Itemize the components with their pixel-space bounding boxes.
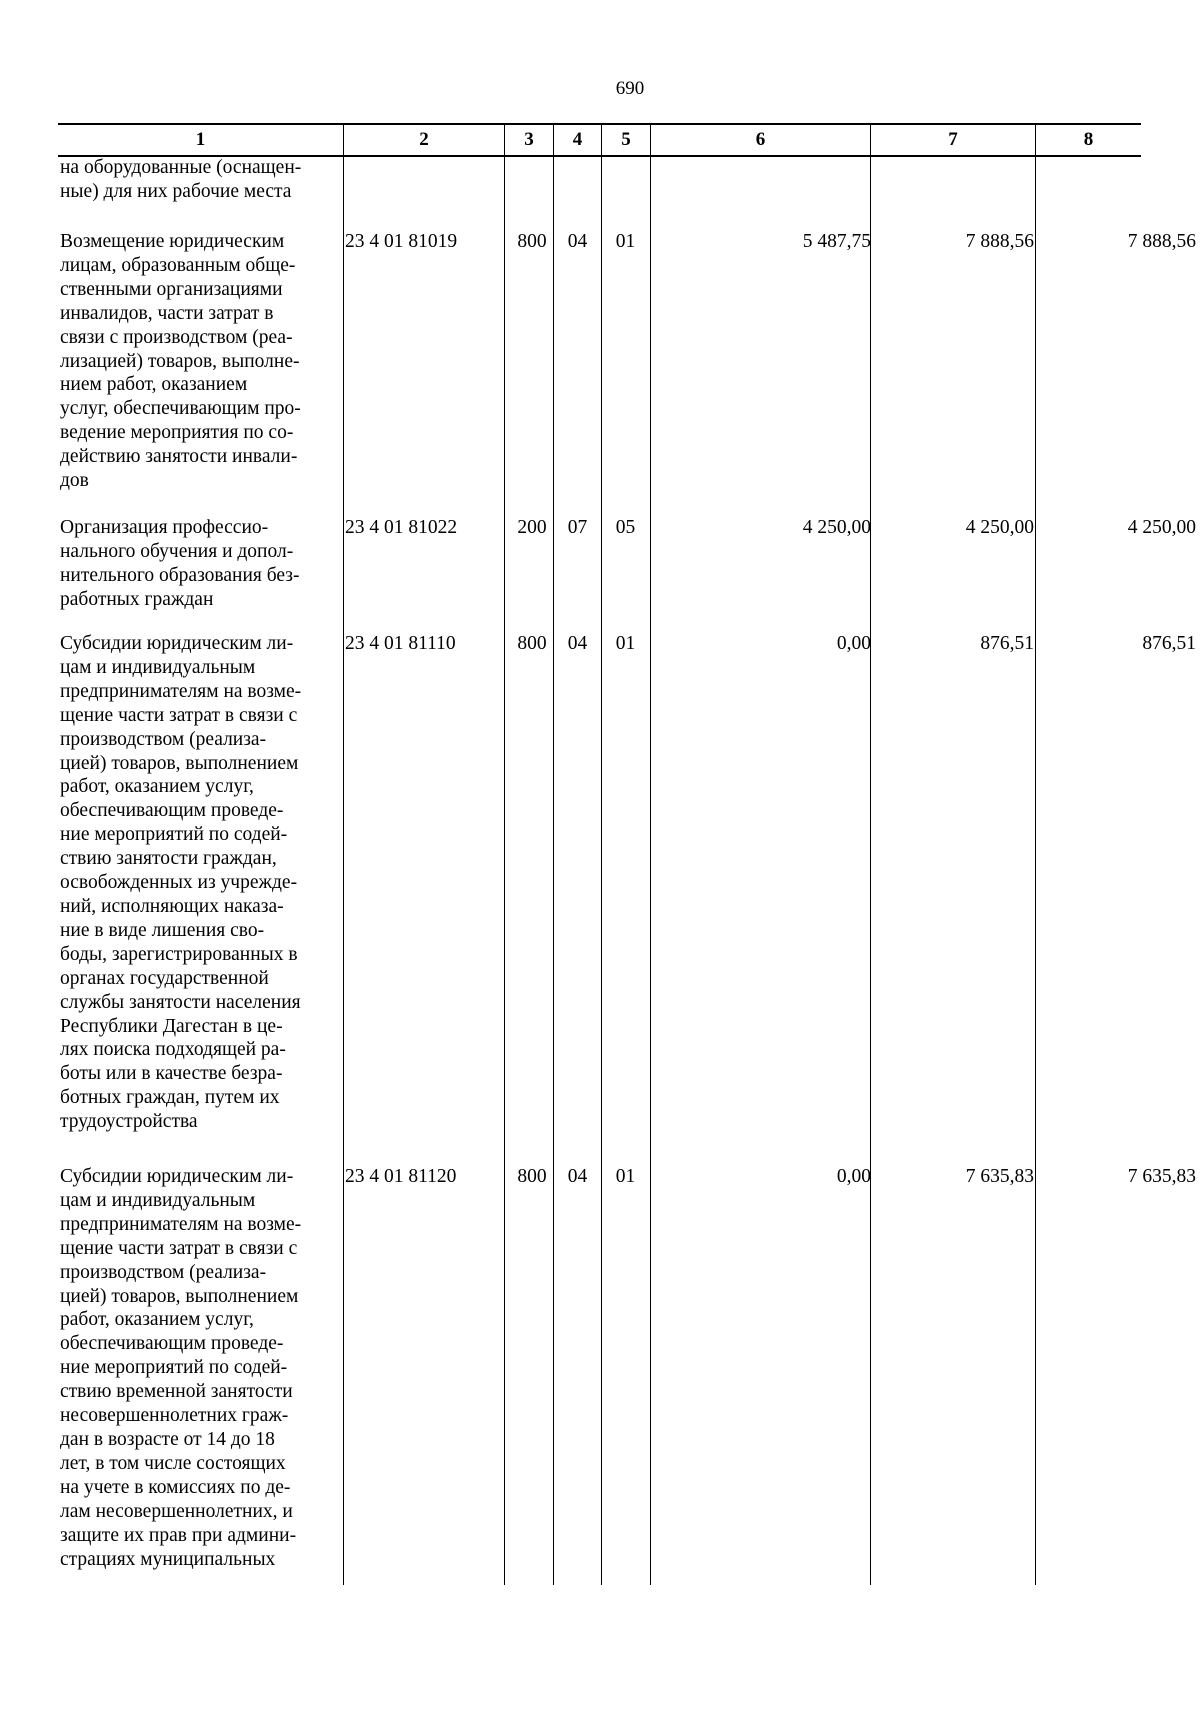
column-divider: [1035, 123, 1036, 1585]
row-amount-6: 0,00: [836, 633, 871, 654]
column-header: 8: [1083, 129, 1094, 150]
row-col-4: 04: [567, 1166, 588, 1187]
row-description: на оборудованные (оснащен- ные) для них рабочие места: [60, 157, 302, 202]
column-divider: [601, 123, 602, 1585]
row-col-4: 04: [567, 633, 588, 654]
budget-table: [58, 123, 1196, 1585]
column-divider: [553, 123, 554, 1585]
row-amount-8: 876,51: [1142, 633, 1196, 654]
column-header: 6: [755, 129, 766, 150]
row-description: Субсидии юридическим ли- цам и индивидуальным предпринимателям на возме- щение части затрат в связи с производством (реализа- цией) товаров, выполнением работ, оказанием услуг, обеспечивающим проведе- ние мероприятий по содей- ствию занятости граждан, освобожденных из учрежде- ний, исполняющих наказа- ние в виде лишения сво- боды, зарегистрированных в органах государственной службы занятости населения Республики Дагестан в це- лях поиска подходящей ра- боты или в качестве безра- ботных граждан, путем их трудоустройства: [60, 633, 302, 1133]
row-col-3: 200: [517, 517, 547, 538]
column-header: 5: [621, 129, 631, 150]
row-amount-6: 5 487,75: [802, 231, 871, 252]
row-amount-6: 4 250,00: [802, 517, 871, 538]
row-code: 23 4 01 81022: [345, 517, 458, 538]
row-amount-8: 4 250,00: [1127, 517, 1196, 538]
column-header: 7: [948, 129, 958, 150]
row-col-3: 800: [517, 633, 547, 654]
row-description: Субсидии юридическим ли- цам и индивидуальным предпринимателям на возме- щение части затрат в связи с производством (реализа- цией) товаров, выполнением работ, оказанием услуг, обеспечивающим проведе- ние мероприятий по содей- ствию временной занятости несовершеннолетних граж- дан в возрасте от 14 до 18 лет, в том числе состоящих на учете в комиссиях по де- лам несовершеннолетних, и защите их прав при админи- страциях муниципальных: [60, 1166, 302, 1570]
row-amount-7: 876,51: [980, 633, 1034, 654]
column-divider: [650, 123, 651, 1585]
row-col-4: 04: [567, 231, 588, 252]
row-col-4: 07: [567, 517, 588, 538]
column-divider: [504, 123, 505, 1585]
row-col-3: 800: [517, 1166, 547, 1187]
row-col-5: 01: [615, 1166, 636, 1187]
row-col-5: 05: [615, 517, 636, 538]
page-number: 690: [615, 78, 645, 99]
row-code: 23 4 01 81110: [345, 633, 456, 654]
row-amount-8: 7 635,83: [1127, 1166, 1196, 1187]
row-code: 23 4 01 81019: [345, 231, 458, 252]
row-code: 23 4 01 81120: [345, 1166, 457, 1187]
column-divider: [870, 123, 871, 1585]
column-header: 2: [419, 129, 429, 150]
column-header: 1: [195, 129, 206, 150]
row-col-3: 800: [517, 231, 547, 252]
row-amount-7: 7 635,83: [965, 1166, 1034, 1187]
row-amount-6: 0,00: [836, 1166, 871, 1187]
column-header: 4: [572, 129, 583, 150]
row-amount-7: 7 888,56: [965, 231, 1034, 252]
row-col-5: 01: [615, 231, 636, 252]
row-description: Возмещение юридическим лицам, образованным обще- ственными организациями инвалидов, части затрат в связи с производством (реа- лизацией) товаров, выполне- нием работ, оказанием услуг, обеспечивающим про- ведение мероприятия по со- действию занятости инвали- дов: [60, 231, 301, 492]
row-description: Организация профессио- нального обучения и допол- нительного образования без- работных граждан: [60, 517, 300, 610]
column-header: 3: [524, 129, 534, 150]
row-col-5: 01: [615, 633, 636, 654]
row-amount-7: 4 250,00: [965, 517, 1034, 538]
row-amount-8: 7 888,56: [1127, 231, 1196, 252]
